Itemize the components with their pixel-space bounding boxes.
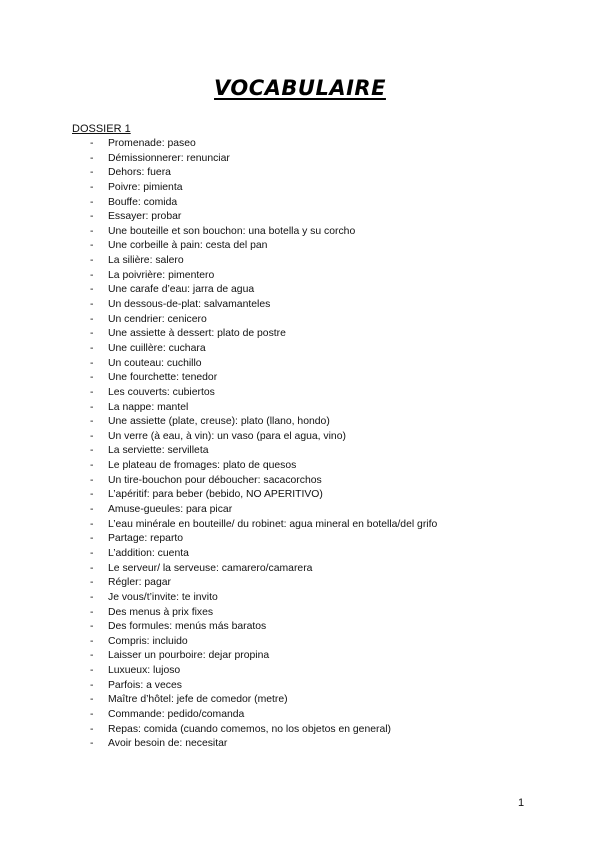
vocab-entry-text: Promenade: paseo bbox=[108, 138, 196, 149]
list-bullet: - bbox=[90, 621, 94, 633]
list-bullet: - bbox=[90, 313, 94, 325]
vocab-entry-text: Laisser un pourboire: dejar propina bbox=[108, 650, 270, 662]
vocab-entry-text: La poivrière: pimentero bbox=[108, 269, 215, 281]
vocab-entry-text: La serviette: servilleta bbox=[108, 445, 209, 457]
vocab-entry-text: Une cuillère: cuchara bbox=[108, 342, 206, 354]
page-number: 1 bbox=[518, 797, 525, 809]
list-bullet: - bbox=[90, 196, 94, 208]
vocab-entry-text: Un cendrier: cenicero bbox=[108, 313, 207, 325]
vocab-entry-text: Une fourchette: tenedor bbox=[108, 372, 218, 384]
vocab-entry-text: Un dessous-de-plat: salvamanteles bbox=[108, 299, 271, 311]
vocab-entry-text: L’eau minérale en bouteille/ du robinet: agua mineral en botella/del grifo bbox=[108, 518, 438, 530]
vocab-entry-text: Repas: comida (cuando comemos, no los objetos en general) bbox=[108, 723, 392, 735]
vocab-entry-text: Une bouteille et son bouchon: una botella y su corcho bbox=[108, 225, 356, 237]
list-bullet: - bbox=[90, 665, 94, 677]
list-bullet: - bbox=[90, 591, 94, 603]
vocab-entry-text: Compris: incluido bbox=[108, 635, 188, 647]
list-bullet: - bbox=[90, 533, 94, 545]
vocab-entry-text: Essayer: probar bbox=[108, 211, 182, 223]
vocab-entry-text: Une assiette à dessert: plato de postre bbox=[108, 328, 286, 340]
vocab-entry-text: Commande: pedido/comanda bbox=[108, 708, 245, 720]
list-bullet: - bbox=[90, 738, 94, 750]
vocab-entry-text: La silière: salero bbox=[108, 255, 184, 267]
list-bullet: - bbox=[90, 357, 94, 369]
vocab-entry-text: L’apéritif: para beber (bebido, NO APERITIVO) bbox=[108, 489, 323, 501]
list-bullet: - bbox=[90, 328, 94, 340]
vocab-entry-text: Dehors: fuera bbox=[108, 167, 171, 179]
vocab-entry-text: Maître d’hôtel: jefe de comedor (metre) bbox=[108, 694, 288, 706]
list-bullet: - bbox=[90, 225, 94, 237]
list-bullet: - bbox=[90, 577, 94, 589]
list-bullet: - bbox=[90, 416, 94, 428]
vocab-entry-text: Des menus à prix fixes bbox=[108, 606, 214, 618]
list-bullet: - bbox=[90, 299, 94, 311]
vocab-entry-text: Régler: pagar bbox=[108, 577, 171, 589]
vocab-entry-text: Un tire-bouchon pour déboucher: sacacorchos bbox=[108, 474, 322, 486]
list-bullet: - bbox=[90, 445, 94, 457]
list-bullet: - bbox=[90, 372, 94, 384]
list-bullet: - bbox=[90, 181, 94, 193]
list-bullet: - bbox=[90, 547, 94, 559]
vocab-entry-text: La nappe: mantel bbox=[108, 401, 189, 413]
vocab-entry-text: Amuse-gueules: para picar bbox=[108, 504, 233, 516]
vocab-entry-text: Parfois: a veces bbox=[108, 679, 182, 691]
list-bullet: - bbox=[90, 430, 94, 442]
vocab-entry-text: Un verre (à eau, à vin): un vaso (para el agua, vino) bbox=[108, 430, 346, 442]
list-bullet: - bbox=[90, 255, 94, 267]
vocab-entry-text: Le serveur/ la serveuse: camarero/camarera bbox=[108, 562, 313, 574]
vocab-entry-text: Une corbeille à pain: cesta del pan bbox=[108, 240, 268, 252]
vocab-entry-text: Le plateau de fromages: plato de quesos bbox=[108, 460, 297, 472]
list-bullet: - bbox=[90, 240, 94, 252]
list-bullet: - bbox=[90, 489, 94, 501]
list-bullet: - bbox=[90, 635, 94, 647]
list-bullet: - bbox=[90, 152, 94, 164]
list-bullet: - bbox=[90, 401, 94, 413]
list-bullet: - bbox=[90, 474, 94, 486]
list-bullet: - bbox=[90, 269, 94, 281]
list-bullet: - bbox=[90, 562, 94, 574]
vocab-entry-text: L’addition: cuenta bbox=[108, 547, 189, 559]
list-bullet: - bbox=[90, 708, 94, 720]
vocab-entry-text: Avoir besoin de: necesitar bbox=[108, 738, 228, 750]
list-bullet: - bbox=[90, 342, 94, 354]
list-bullet: - bbox=[90, 386, 94, 398]
vocab-entry-text: Un couteau: cuchillo bbox=[108, 357, 202, 369]
list-bullet: - bbox=[90, 694, 94, 706]
vocab-entry-text: Bouffe: comida bbox=[108, 196, 178, 208]
vocab-entry-text: Des formules: menús más baratos bbox=[108, 621, 267, 633]
list-bullet: - bbox=[90, 167, 94, 179]
list-bullet: - bbox=[90, 518, 94, 530]
vocab-entry-text: Démissionnerer: renunciar bbox=[108, 152, 230, 164]
list-bullet: - bbox=[90, 650, 94, 662]
list-bullet: - bbox=[90, 284, 94, 296]
list-bullet: - bbox=[90, 606, 94, 618]
list-bullet: - bbox=[90, 138, 94, 149]
vocab-entry-text: Poivre: pimienta bbox=[108, 181, 183, 193]
section-heading: DOSSIER 1 bbox=[72, 123, 131, 135]
vocab-entry-text: Une carafe d’eau: jarra de agua bbox=[108, 284, 255, 296]
list-bullet: - bbox=[90, 460, 94, 472]
list-bullet: - bbox=[90, 211, 94, 223]
vocab-entry-text: Les couverts: cubiertos bbox=[108, 386, 215, 398]
list-bullet: - bbox=[90, 679, 94, 691]
vocab-entry-text: Je vous/t’invite: te invito bbox=[108, 591, 218, 603]
list-bullet: - bbox=[90, 504, 94, 516]
vocab-entry-text: Une assiette (plate, creuse): plato (llano, hondo) bbox=[108, 416, 330, 428]
page-title: VOCABULAIRE bbox=[214, 76, 386, 100]
vocab-entry-text: Luxueux: lujoso bbox=[108, 665, 181, 677]
vocab-entry-text: Partage: reparto bbox=[108, 533, 184, 545]
list-bullet: - bbox=[90, 723, 94, 735]
